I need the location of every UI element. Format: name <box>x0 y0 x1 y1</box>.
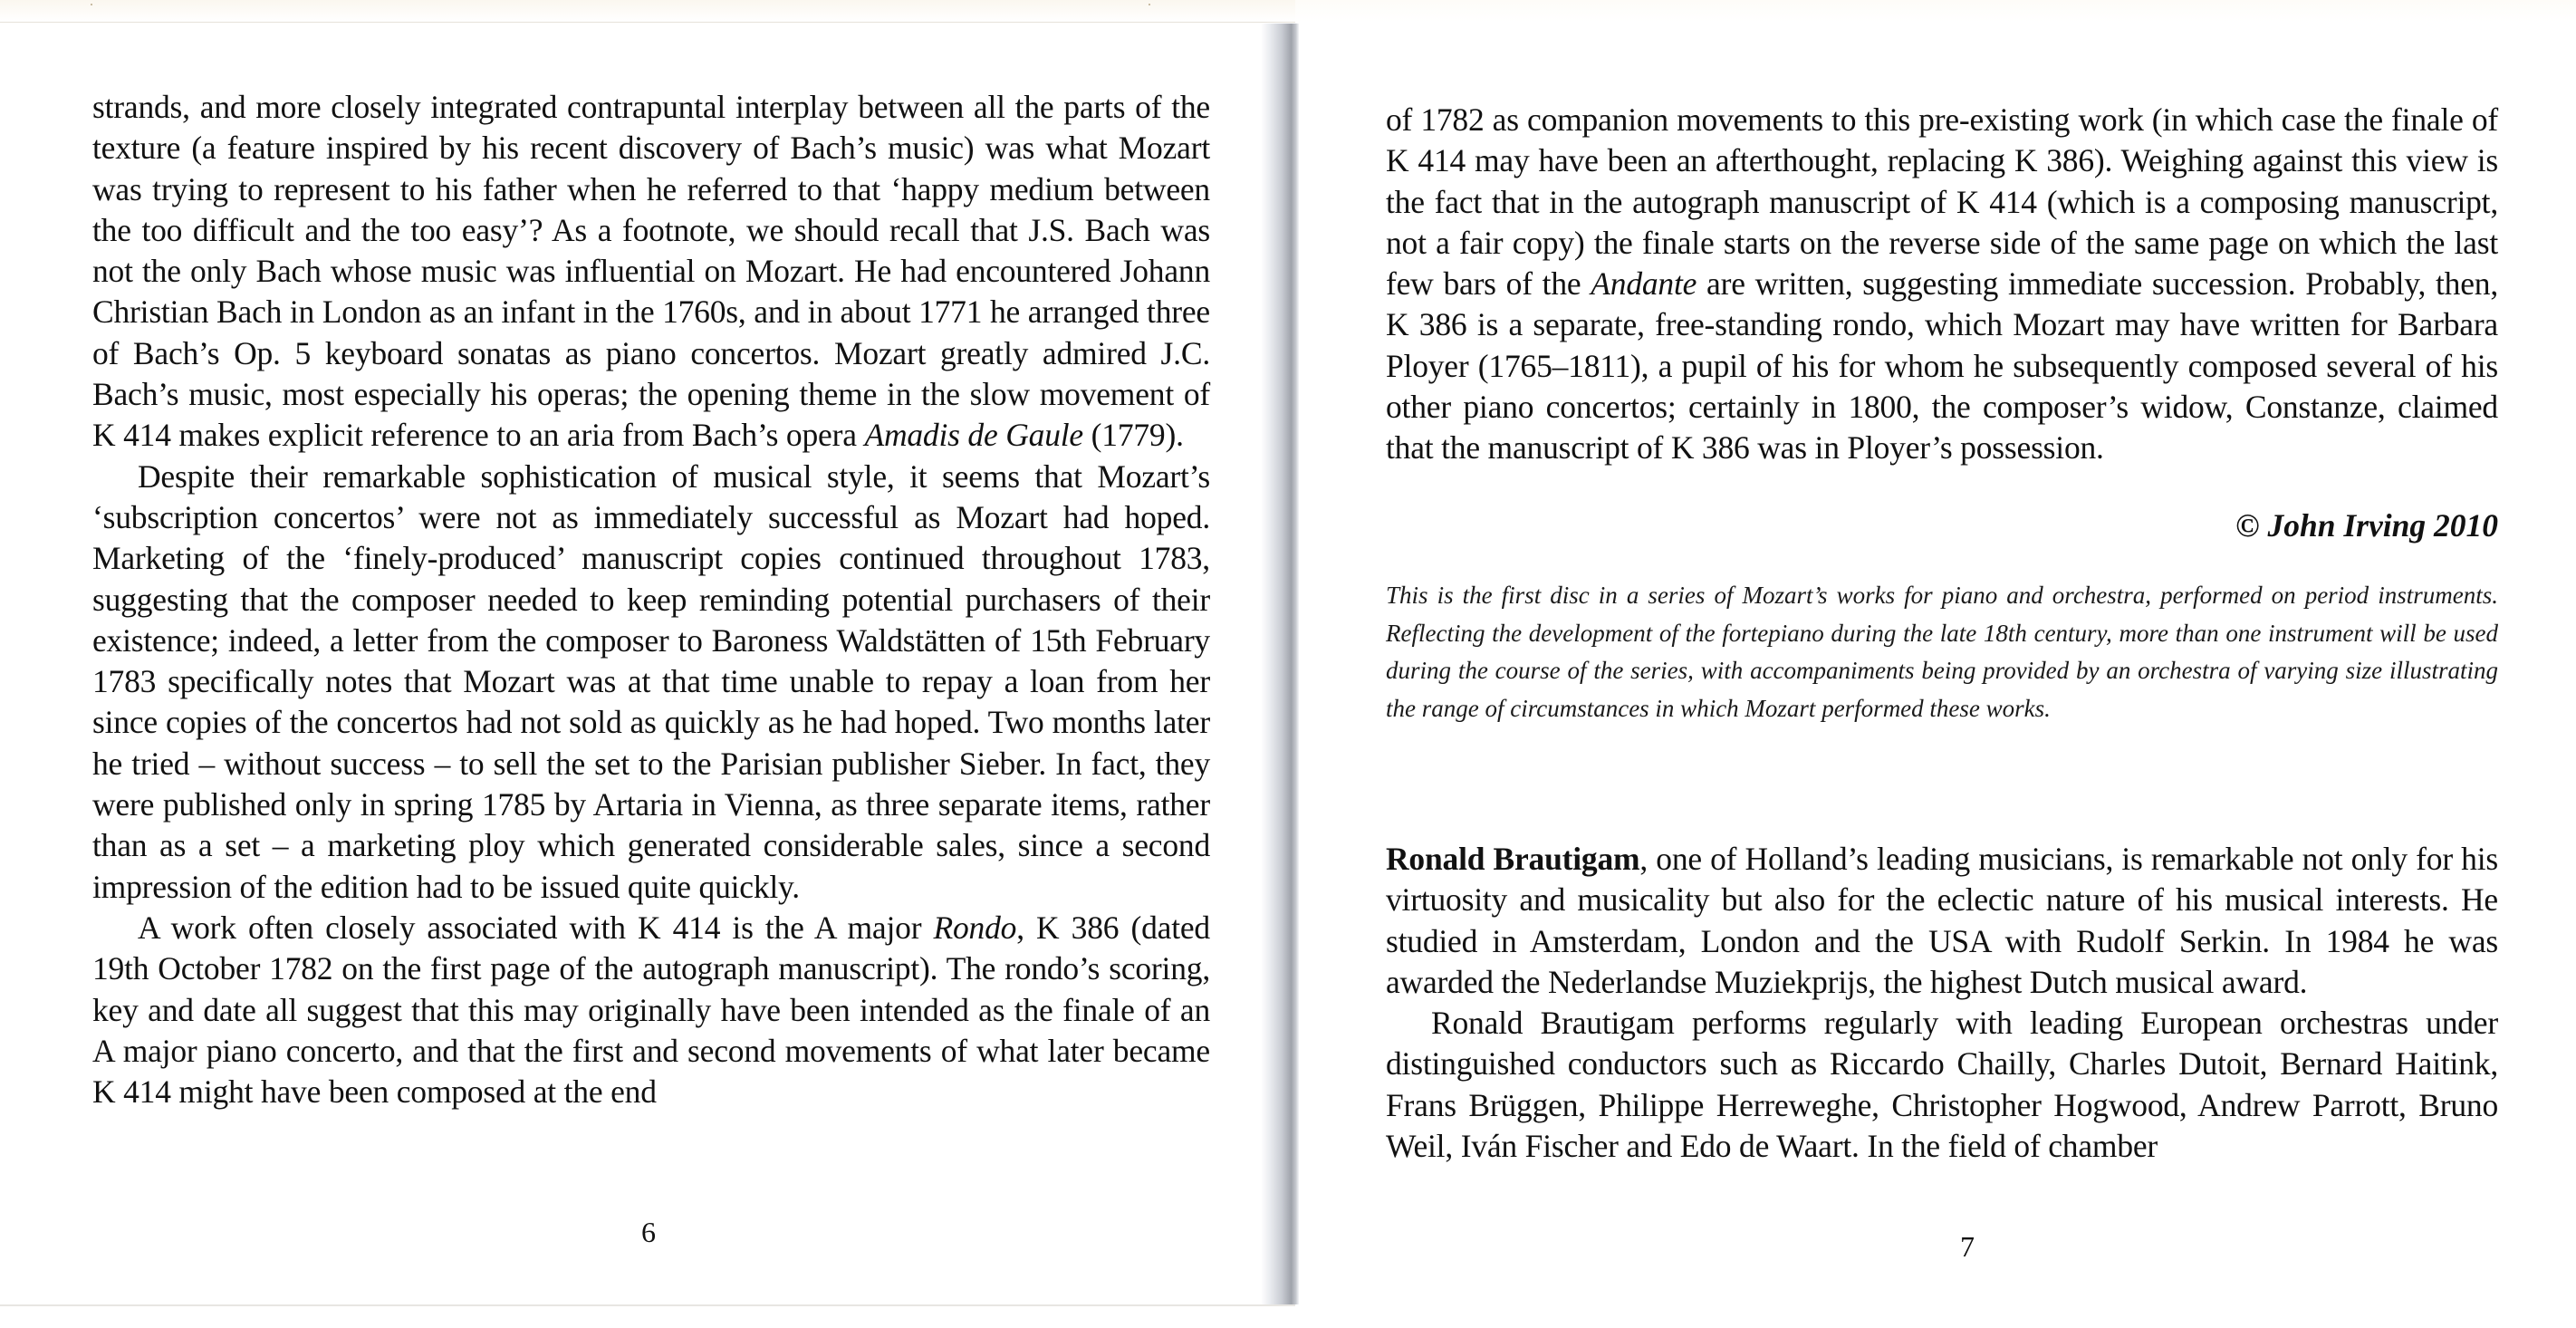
paragraph-text: strands, and more closely integrated contrapuntal interplay between all the parts of the texture (a feature inspired by his recent discovery of Bach’s music) was what Mozart was trying to represent to his father when he referred to that ‘happy medium between the too difficult and the too easy’? As a footnote, we should recall that J.S. Bach was not the only Bach whose music was influential on Mozart. He had encountered Johann Christian Bach in London as an infant in the 1760s, and in about 1771 he arranged three of Bach’s Op. 5 keyboard sonatas as piano concertos. Mozart greatly admired J.C. Bach’s music, most especially his operas; the opening theme in the slow movement of K 414 makes explicit reference to an aria from Bach’s opera <box>92 89 1210 454</box>
paragraph-subscription-concertos <box>92 457 1210 908</box>
paragraph-text-end: , K 386 (dated 19th October 1782 on the first page of the autograph manuscript). The rondo’s scoring, key and date all suggest that this may originally have been intended as the finale of an A major piano concerto, and that the first and second movements of what later became K 414 might have been composed at the end <box>92 909 1210 1111</box>
paragraph-text-end: are written, suggesting immediate succession. Probably, then, K 386 is a separate, free-standing rondo, which Mozart may have written for Barbara Ployer (1765–1811), a pupil of his for whom he subsequently composed several of his other piano concertos; certainly in 1800, the composer’s widow, Constanze, claimed that the manuscript of K 386 was in Ployer’s possession. <box>1386 265 2499 467</box>
paragraph-text: of 1782 as companion movements to this pre-existing work (in which case the finale of K 414 may have been an afterthought, replacing K 386). Weighing against this view is the fact that in the autograph manuscript of K 414 (which is a composing manuscript, not a fair copy) the finale starts on the reverse side of the same page on which the last few bars of the <box>1386 101 2498 303</box>
left-page-body <box>92 87 1210 1112</box>
opera-title: Amadis de Gaule <box>864 417 1083 454</box>
series-note <box>1386 577 2498 727</box>
artist-name: Ronald Brautigam <box>1386 841 1640 877</box>
paragraph-text: Ronald Brautigam performs regularly with leading European orchestras under distinguished conductors such as Riccardo Chailly, Charles Dutoit, Bernard Haitink, Frans Brüggen, Philippe Herreweghe, Christopher Hogwood, Andrew Parrott, Bruno Weil, Iván Fischer and Edo de Waart. In the field of chamber <box>1386 1005 2498 1165</box>
paper-speck <box>1149 4 1150 5</box>
paragraph-bach-influence <box>92 87 1210 457</box>
paragraph-text: Despite their remarkable sophistication of musical style, it seems that Mozart’s ‘subscription concertos’ were not as immediately successful as Mozart had hoped. Marketing of the ‘finely-produced’ manuscript copies continued throughout 1783, suggesting that the composer needed to keep reminding potential purchasers of their existence; indeed, a letter from the composer to Baroness Waldstätten of 15th February 1783 specifically notes that Mozart was at that time unable to repay a loan from her since copies of the concertos had not sold as quickly as he had hoped. Two months later he tried – without success – to sell the set to the Parisian publisher Sieber. In fact, they were published only in spring 1785 by Artaria in Vienna, as three separate items, rather than as a set – a marketing ploy which generated considerable sales, since a second impression of the edition had to be issued quite quickly. <box>92 457 1210 905</box>
right-page <box>1299 0 2576 1328</box>
paragraph-k414-finale <box>1386 100 2498 469</box>
artist-biography <box>1386 839 2498 1167</box>
paragraph-text-end: (1779). <box>1082 417 1184 454</box>
bio-paragraph-intro <box>1386 839 2498 1003</box>
paragraph-text: , one of Holland’s leading musicians, is remarkable not only for his virtuosity and musicality but also for the eclectic nature of his musical interests. He studied in Amsterdam, London and the USA with Rudolf Serkin. In 1984 he was awarded the Nederlandse Muziekprijs, the highest Dutch musical award. <box>1386 841 2498 1000</box>
work-title: Rondo <box>933 909 1017 946</box>
book-spine-gutter <box>1261 24 1299 1304</box>
movement-title: Andante <box>1591 265 1697 303</box>
page-number-right: 7 <box>1960 1230 1975 1263</box>
essay-continuation <box>1386 100 2498 469</box>
paragraph-text: A work often closely associated with K 414 is the A major <box>138 909 934 946</box>
page-number-left: 6 <box>641 1216 656 1248</box>
bio-paragraph-orchestras <box>1386 1003 2498 1167</box>
series-note-text: This is the first disc in a series of Mozart’s works for piano and orchestra, performed on period instruments. Reflecting the development of the fortepiano during the late 18th century, more than one instrument will be used during the course of the series, with accompaniments being provided by an orchestra of varying size illustrating the range of circumstances in which Mozart performed these works. <box>1386 582 2498 722</box>
left-page <box>0 0 1261 1328</box>
paragraph-rondo-k386 <box>92 908 1210 1112</box>
author-signature: © John Irving 2010 <box>2235 507 2498 544</box>
paper-speck <box>91 4 92 5</box>
